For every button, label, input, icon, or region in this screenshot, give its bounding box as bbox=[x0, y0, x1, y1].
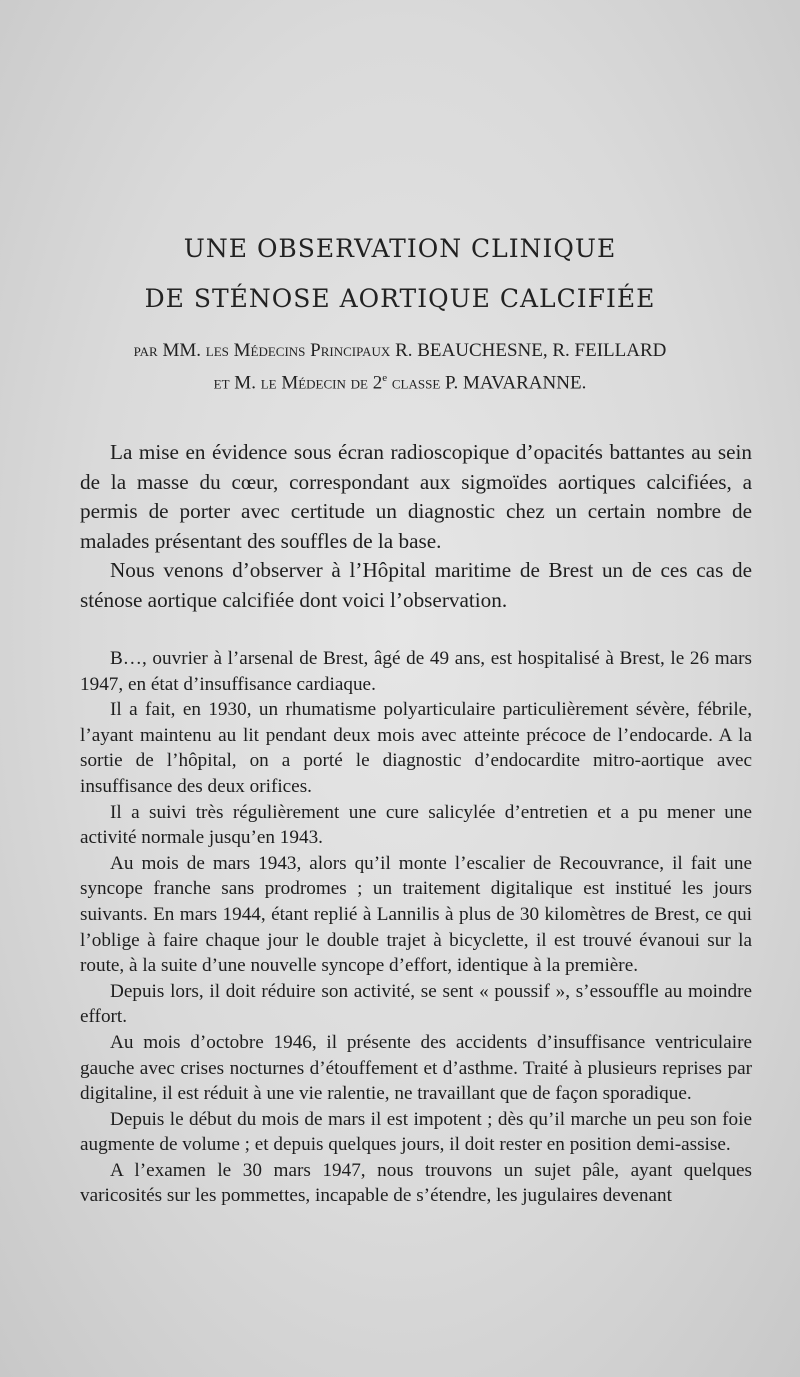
authors-rank: les Médecins Principaux bbox=[205, 340, 391, 361]
authors-line-2 bbox=[0, 372, 800, 394]
article-title-line-1: UNE OBSERVATION CLINIQUE bbox=[183, 234, 617, 263]
intro-paragraph: La mise en évidence sous écran radioscopique d’opacités battantes au sein de la masse du cœur, correspondant aux sigmoïdes aortiques calcifiées, a permis de porter avec certitude un diagnostic chez un certain nombre de malades présentant des souffles de la base. bbox=[80, 440, 752, 553]
observation-paragraph: Il a fait, en 1930, un rhumatisme polyarticulaire particulièrement sévère, fébrile, l’ayant maintenu au lit pendant deux mois avec atteinte précoce de l’endocarde. A la sortie de l’hôpital, on a porté le diagnostic d’endocardite mitro-aortique avec insuffisance des deux orifices. bbox=[80, 699, 752, 797]
authors-names: R. BEAUCHESNE, R. FEILLARD bbox=[390, 340, 667, 361]
authors-par: par bbox=[133, 340, 158, 361]
authors-mm: MM. bbox=[157, 340, 206, 361]
observation-paragraph: B…, ouvrier à l’arsenal de Brest, âgé de 49 ans, est hospitalisé à Brest, le 26 mars 1947, en état d’insuffisance cardiaque. bbox=[80, 648, 752, 695]
observation-text bbox=[80, 646, 752, 1209]
authors-line-1 bbox=[0, 340, 800, 362]
observation-paragraph: Depuis lors, il doit réduire son activité, se sent « poussif », s’essouffle au moindre effort. bbox=[80, 980, 752, 1028]
observation-paragraph: A l’examen le 30 mars 1947, nous trouvons un sujet pâle, ayant quelques varicosités sur les pommettes, incapable de s’étendre, les jugulaires devenant bbox=[80, 1159, 752, 1207]
intro-paragraph: Nous venons d’observer à l’Hôpital maritime de Brest un de ces cas de sténose aortique calcifiée dont voici l’observation. bbox=[80, 558, 752, 612]
observation-paragraph: Il a suivi très régulièrement une cure salicylée d’entretien et a pu mener une activité normale jusqu’en 1943. bbox=[80, 801, 752, 849]
authors-m: M. bbox=[229, 372, 261, 394]
authors-classe: classe bbox=[387, 372, 441, 394]
authors-et: et bbox=[213, 372, 230, 394]
observation-paragraph: Depuis le début du mois de mars il est impotent ; dès qu’il marche un peu son foie augmente de volume ; et depuis quelques jours, il doit rester en position demi-assise. bbox=[80, 1108, 752, 1156]
observation-paragraph: Au mois de mars 1943, alors qu’il monte l’escalier de Recouvrance, il fait une syncope franche sans prodromes ; un traitement digitalique est institué les jours suivants. En mars 1944, étant replié à Lannilis à plus de 30 kilomètres de Brest, ce qui l’oblige à faire chaque jour le double trajet à bicyclette, il est trouvé évanoui sur la route, à la suite d’une nouvelle syncope d’effort, identique à la première. bbox=[80, 852, 752, 977]
authors-rank-2: le Médecin de 2 bbox=[260, 372, 383, 394]
introduction bbox=[80, 438, 752, 615]
observation-paragraph: Au mois d’octobre 1946, il présente des accidents d’insuffisance ventriculaire gauche avec crises nocturnes d’étouffement et d’asthme. Traité à plusieurs reprises par digitaline, il est réduit à une vie ralentie, ne travaillant que de façon sporadique. bbox=[80, 1031, 752, 1105]
authors-superscript: e bbox=[382, 372, 388, 384]
authors-name-3: P. MAVARANNE. bbox=[440, 372, 587, 394]
article-title-line-2: DE STÉNOSE AORTIQUE CALCIFIÉE bbox=[144, 284, 656, 313]
